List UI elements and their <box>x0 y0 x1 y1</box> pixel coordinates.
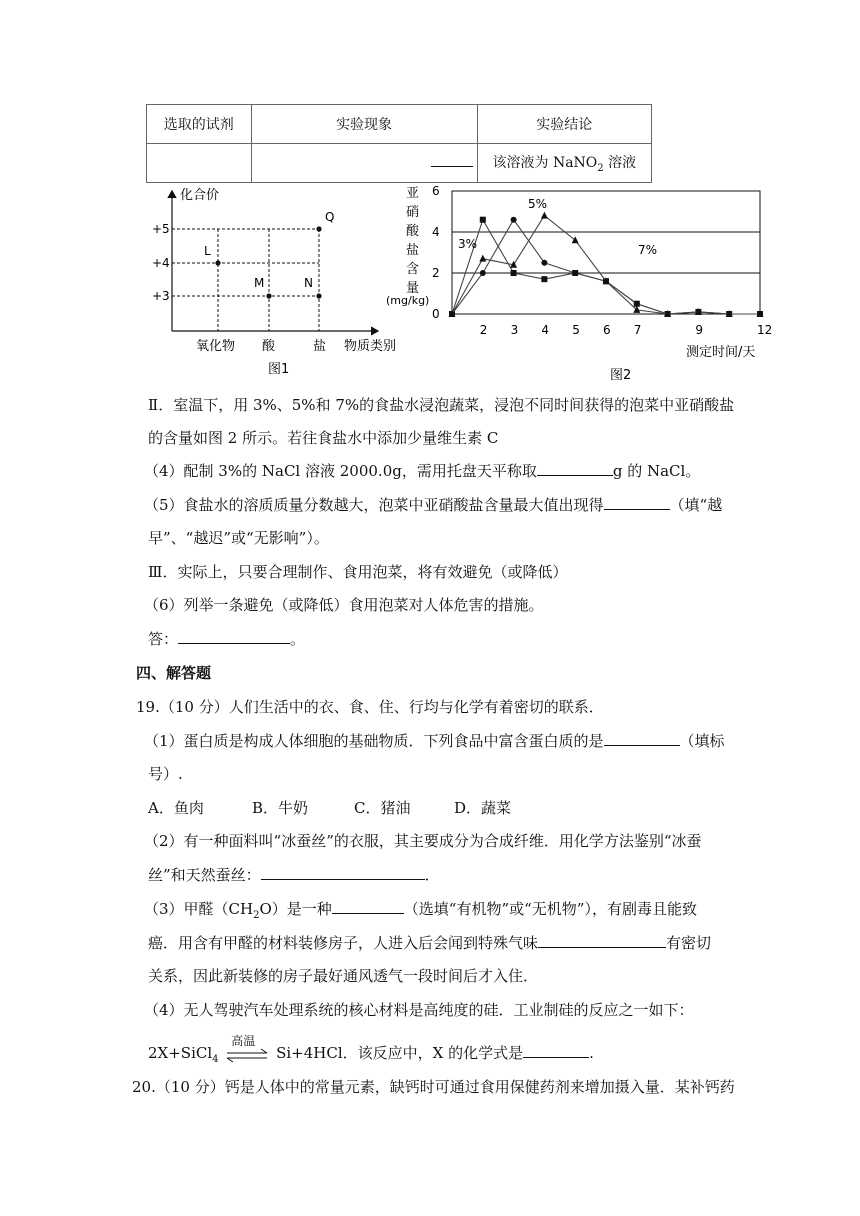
experiment-table <box>146 104 652 183</box>
data-point-circle <box>541 260 547 266</box>
question-19-1-cont: 号）. <box>148 765 183 783</box>
y-axis-label: 化合价 <box>180 188 220 203</box>
data-point-triangle <box>541 212 548 219</box>
paragraph-III: Ⅲ．实际上，只要合理制作、食用泡菜，将有效避免（或降低） <box>148 563 568 581</box>
series-line <box>452 216 760 314</box>
table-header: 选取的试剂 <box>147 105 252 144</box>
table-row <box>147 144 652 183</box>
y-tick: 6 <box>432 184 440 198</box>
y-axis-label-char: 亚 <box>406 186 420 201</box>
x-axis-label: 物质类别 <box>344 339 397 354</box>
y-tick: +4 <box>152 256 170 270</box>
figure-1-valence-chart <box>140 183 400 383</box>
question-19-3-cont2: 关系，因此新装修的房子最好通风透气一段时间后才入住． <box>148 967 539 985</box>
point-label: M <box>254 276 265 290</box>
answer-line: 答： 。 <box>148 630 306 648</box>
answer-blank[interactable] <box>332 912 404 914</box>
table-header-row <box>147 105 652 144</box>
x-tick: 氧化物 <box>196 339 236 354</box>
figure-caption: 图1 <box>268 362 290 377</box>
option-C[interactable]: C．猪油 <box>354 799 411 817</box>
data-point-triangle <box>479 255 486 262</box>
answer-blank[interactable] <box>538 946 666 948</box>
question-4: （4）配制 3%的 NaCl 溶液 2000.0g，需用托盘天平称取 g 的 NaCl。 <box>144 462 701 480</box>
paragraph-II: Ⅱ．室温下，用 3%、5%和 7%的食盐水浸泡蔬菜，浸泡不同时间获得的泡菜中亚硝酸盐 <box>148 396 735 414</box>
y-tick: +5 <box>152 222 170 236</box>
x-tick: 6 <box>603 323 611 337</box>
double-arrow-icon <box>225 1049 269 1067</box>
question-19-1: （1）蛋白质是构成人体细胞的基础物质．下列食品中富含蛋白质的是 （填标 <box>144 732 725 750</box>
x-tick: 盐 <box>313 339 327 354</box>
chemical-equation: 2X+SiCl$_4$ 高温 Si+4HCl．该反应中，X 的化学式是 . <box>148 1034 594 1065</box>
figure-2-nitrite-chart <box>386 183 773 388</box>
y-axis-unit: (mg/kg) <box>386 294 430 307</box>
data-point-square <box>511 270 517 276</box>
y-tick: +3 <box>152 289 170 303</box>
table-header: 实验现象 <box>251 105 477 144</box>
point-N <box>316 293 321 298</box>
x-tick: 12 <box>757 323 773 337</box>
answer-blank[interactable] <box>178 642 290 644</box>
point-label: N <box>304 276 313 290</box>
question-19-3-cont: 癌．用含有甲醛的材料装修房子，人进入后会闻到特殊气味 有密切 <box>148 934 712 952</box>
reagent-cell[interactable] <box>147 144 252 183</box>
y-axis-label <box>406 186 420 296</box>
series-line <box>452 220 760 314</box>
data-point-triangle <box>572 236 579 243</box>
option-A[interactable]: A．鱼肉 <box>148 799 204 817</box>
question-19-2-cont: 丝”和天然蚕丝： ． <box>148 866 440 884</box>
point-label: L <box>204 244 211 258</box>
figure-caption: 图2 <box>610 368 632 383</box>
point-Q <box>316 226 321 231</box>
series-label: 3% <box>458 237 478 251</box>
question-19-3: （3）甲醛$(CH_2O)$是一种 （选填“有机物”或“无机物”），有剧毒且能致 <box>144 900 697 921</box>
data-point-circle <box>511 217 517 223</box>
point-L <box>215 260 220 265</box>
answer-blank[interactable] <box>604 508 670 510</box>
option-B[interactable]: B．牛奶 <box>252 799 309 817</box>
x-tick: 4 <box>541 323 550 337</box>
x-tick: 5 <box>572 323 580 337</box>
section-heading: 四、解答题 <box>136 664 212 682</box>
question-19-2: （2）有一种面料叫“冰蚕丝”的衣服，其主要成分为合成纤维．用化学方法鉴别“冰蚕 <box>144 832 702 850</box>
table-header: 实验结论 <box>477 105 651 144</box>
y-axis-label-char: 含 <box>406 262 420 277</box>
answer-blank[interactable] <box>523 1056 589 1058</box>
data-point-square <box>541 276 547 282</box>
paragraph-II-cont: 的含量如图 2 所示。若往食盐水中添加少量维生素 C <box>148 429 499 447</box>
x-tick: 9 <box>695 323 704 337</box>
series-label: 5% <box>528 197 548 211</box>
conclusion-cell: 该溶液为 NaNO$_2$ 溶液 <box>477 144 651 183</box>
x-tick: 2 <box>479 323 488 337</box>
series-label: 7% <box>638 243 658 257</box>
x-tick: 3 <box>510 323 519 337</box>
data-point-square <box>480 217 486 223</box>
equilibrium-arrow: 高温 <box>225 1045 269 1063</box>
point-label: Q <box>325 210 335 224</box>
y-axis-label-char: 硝 <box>406 205 420 220</box>
x-tick: 7 <box>633 323 642 337</box>
question-20: 20.（10 分）钙是人体中的常量元素，缺钙时可通过食用保健药剂来增加摄入量．某补钙药 <box>132 1078 735 1096</box>
answer-blank[interactable] <box>431 165 473 167</box>
option-D[interactable]: D．蔬菜 <box>454 799 512 817</box>
question-6: （6）列举一条避免（或降低）食用泡菜对人体危害的措施。 <box>144 596 544 614</box>
x-tick: 酸 <box>262 339 276 354</box>
answer-blank[interactable] <box>261 878 425 880</box>
series-line <box>452 220 760 314</box>
y-tick: 0 <box>432 307 440 321</box>
question-19: 19.（10 分）人们生活中的衣、食、住、行均与化学有着密切的联系． <box>136 698 604 716</box>
x-axis-label: 测定时间/天 <box>686 345 756 360</box>
y-axis-label-char: 量 <box>406 281 420 296</box>
question-19-4: （4）无人驾驶汽车处理系统的核心材料是高纯度的硅．工业制硅的反应之一如下： <box>144 1001 694 1019</box>
y-axis-label-char: 酸 <box>406 224 420 239</box>
y-tick: 4 <box>432 225 440 239</box>
y-tick: 2 <box>432 266 440 280</box>
phenomenon-cell[interactable] <box>251 144 477 183</box>
question-5-cont: 早”、“越迟”或“无影响”）。 <box>148 529 329 547</box>
y-axis-label-char: 盐 <box>406 243 420 258</box>
question-5: （5）食盐水的溶质质量分数越大，泡菜中亚硝酸盐含量最大值出现得 （填“越 <box>144 496 723 514</box>
data-point-circle <box>634 301 640 307</box>
answer-blank[interactable] <box>537 474 613 476</box>
data-point-circle <box>572 270 578 276</box>
answer-blank[interactable] <box>604 744 680 746</box>
point-M <box>266 293 271 298</box>
data-point-circle <box>480 270 486 276</box>
plot-frame <box>452 191 760 314</box>
